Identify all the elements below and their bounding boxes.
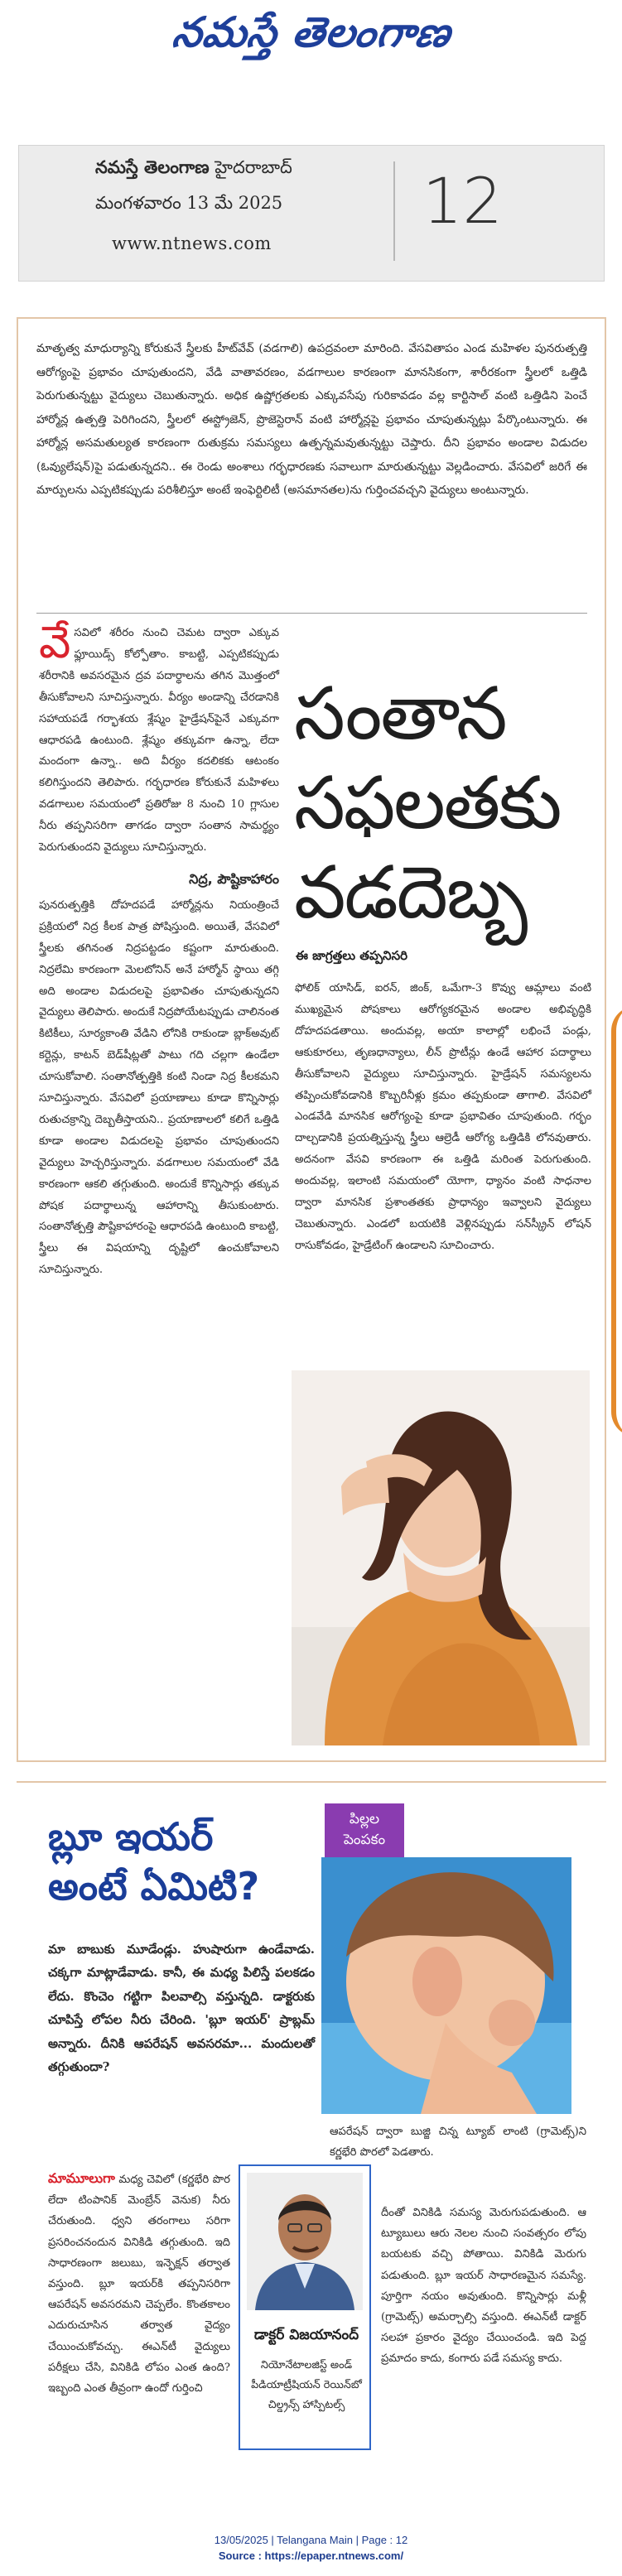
child-ear-photo — [321, 1857, 571, 2114]
masthead — [0, 0, 622, 75]
doctor-portrait — [247, 2173, 363, 2310]
headline-line-1: సంతాన — [294, 671, 506, 756]
doctor-name: డాక్టర్ విజయానంద్ — [253, 2327, 359, 2343]
reader-question: మా బాబుకు మూడేండ్లు. హుషారుగా ఉండేవాడు. చక్కగా మాట్లాడేవాడు. కానీ, ఈ మధ్య పిలిస్తే పలకడం లేదు. కొంచెం గట్టిగా పిలవాల్సి వస్తున్నది. డాక్టరుకు చూపిస్తే లోపల నీరు చేరింది. 'బ్లూ ఇయర్' ప్రాబ్లమ్ అన్నారు. దీనికి ఆపరేషన్ అవసరమా... మందులతో తగ్గుతుందా? — [48, 1942, 315, 2075]
doctor-photo — [247, 2173, 363, 2310]
child-illustration — [321, 1857, 571, 2114]
headline-line-2: సఫలతకు — [294, 760, 561, 845]
woman-resting-photo — [292, 1370, 590, 1745]
header-date: మంగళవారం 13 మే 2025 — [95, 193, 283, 213]
section-divider — [17, 1780, 606, 1784]
footer-source-link[interactable]: Source : https://epaper.ntnews.com/ — [218, 2550, 404, 2562]
footer-source[interactable] — [0, 2548, 622, 2564]
badge-line-2: పెంపకం — [343, 1832, 386, 1848]
header-city: హైదరాబాద్ — [215, 157, 292, 177]
headline-line-3: వడదెబ్బ — [294, 850, 527, 935]
header-divider — [393, 161, 395, 261]
doctor-designation: నియోనేటాలజిస్ట్ అండ్ పీడియాట్రీషియన్ రెయిన్‌బో చిల్డ్రన్స్ హాస్పిటల్స్ — [251, 2359, 362, 2411]
header-paper-line — [95, 157, 292, 182]
woman-illustration — [292, 1370, 590, 1745]
page-footer — [0, 2532, 622, 2564]
article-column-2: ఫోలిక్ యాసిడ్, ఐరన్, జింక్, ఒమేగా-3 కొవ్వు ఆమ్లాలు వంటి ముఖ్యమైన పోషకాలు ఆరోగ్యకరమైన అండాల అభివృద్ధికి దోహదపడతాయి. అందువల్ల, అయా కాలాల్లో లభించే పండ్లు, ఆకుకూరలు, తృణధాన్యాలు, లీన్ ప్రొటీన్లు ఉండే ఆహార పదార్థాలు తీసుకోవాలని వైద్యులు సూచిస్తున్నారు. హైడ్రేషన్ సమస్యలను తప్పించుకోవడానికి కొబ్బరినీళ్లు క్రమం తప్పకుండా తాగాలి. వేసవిలో ఎండవేడి మానసిక ఆరోగ్యంపై కూడా ప్రభావితం చూపుతుంది. గర్భం దాల్చడానికి ప్రయత్నిస్తున్న స్త్రీలు ఆల్రెడీ ఆరోగ్య ఒత్తిడికి లోనవుతారు. అదనంగా వేసవి కారణంగా ఈ ఒత్తిడి మరింత పెరుగుతుంది. అందువల్ల, ఇలాంటి సమయంలో యోగా, ధ్యానం వంటి సాధనాల ద్వారా మానసిక ప్రశాంతతకు ప్రాధాన్యం ఇవ్వాలని వైద్యులు చెబుతున్నారు. ఎండలో బయటికి వెళ్లినప్పుడు సన్‌స్క్రీన్ లోషన్ రాసుకోవడం, హైడ్రేటింగ్ ఉండాలని సూచించారు. — [295, 982, 591, 1252]
header-paper-name: నమస్తే తెలంగాణ — [95, 157, 210, 177]
page-number: 12 — [422, 164, 503, 238]
answer-lead: మామూలుగా — [48, 2170, 115, 2186]
intro-divider — [36, 613, 587, 614]
newspaper-logo: నమస్తే తెలంగాణ — [169, 7, 455, 56]
drop-cap: వే — [39, 616, 71, 668]
footer-edition: 13/05/2025 | Telangana Main | Page : 12 — [214, 2534, 408, 2546]
qa-headline — [48, 1812, 313, 1911]
decorative-curve — [611, 1006, 622, 1437]
parenting-badge — [325, 1803, 404, 1858]
article-column-1 — [39, 616, 279, 1281]
answer-continued-top: ఆపరేషన్ ద్వారా బుజ్జి చిన్న ట్యూబ్ లాంటి (గ్రామెట్స్)ని కర్ణభేరి పొరలో పెడతారు. — [330, 2126, 586, 2160]
article-headline — [294, 669, 605, 937]
header-url[interactable]: www.ntnews.com — [112, 234, 272, 253]
answer-continued: దీంతో వినికిడి సమస్య మెరుగుపడుతుంది. ఆ ట్యూబులు ఆరు నెలల నుంచి సంవత్సరం లోపు బయటకు వచ్చి పోతాయి. వినికిడి మెరుగు పడుతుంది. బ్లూ ఇయర్ సాధారణమైన సమస్యే. పూర్తిగా నయం అవుతుంది. కొన్నిసార్లు మళ్లీ (గ్రామెట్స్) అమర్చాల్సి వస్తుంది. ఈఎన్‌టీ డాక్టర్ సలహా ప్రకారం వైద్యం చేయించండి. ఇది పెద్ద ప్రమాదం కాదు, కంగారు పడే సమస్య కాదు. — [381, 2207, 586, 2366]
column-1-paragraph-2: పునరుత్పత్తికి దోహదపడే హార్మోన్లను నియంత్రించే ప్రక్రియలో నిద్ర కీలక పాత్ర పోషిస్తుంది. అయితే, వేసవిలో స్త్రీలకు తగినంత నిద్రపట్టడం కష్టంగా మారుతుంది. నిద్రలేమి కారణంగా మెలటోనిన్ అనే హార్మోన్ స్థాయి తగ్గి అది అండాల విడుదలపై ప్రభావితం చూపుతున్నదని వైద్యులు తెలిపారు. అందుకే నిద్రపోయేటప్పుడు చాలినంత కిటికీలు, సూర్యకాంతి వేడిని లోనికి రాకుండా బ్లాక్‌అవుట్ కర్టెన్లు, కాటన్ బెడ్‌షీట్లతో పాటు గది చల్లగా ఉండేలా చూసుకోవాలి. సంతానోత్పత్తికి కంటి నిండా నిద్ర కీలకమని సూచిస్తున్నారు. వేసవిలో ప్రయాణాలు కూడా కొన్నిసార్లు రుతుచక్రాన్ని దెబ్బతీస్తాయని.. ప్రయాణాలలో కలిగే ఒత్తిడి కూడా అండాల విడుదలపై ప్రభావం చూపుతుందని వైద్యులు హెచ్చరిస్తున్నారు. వడగాలుల సమయంలో వేడి కారణంగా ఆకలి తగ్గుతుంది. అందుకే కొన్నిసార్లు తక్కువ పోషక పదార్థాలున్న ఆహారాన్ని తీసుకుంటారు. సంతానోత్పత్తి పౌష్టికాహారంపై ఆధారపడి ఉంటుంది కాబట్టి, స్త్రీలు ఈ విషయాన్ని దృష్టిలో ఉంచుకోవాలని సూచిస్తున్నారు. — [39, 898, 279, 1277]
qa-headline-line-1: బ్లూ ఇయర్ — [48, 1814, 214, 1859]
doctor-answer — [48, 2168, 230, 2399]
subheading-sleep-nutrition: నిద్ర, పౌష్టికాహారం — [189, 870, 279, 887]
badge-line-1: పిల్లల — [349, 1811, 380, 1827]
article-kicker: ఈ జాగ్రత్తలు తప్పనిసరి — [296, 948, 408, 963]
qa-headline-line-2: అంటే ఏమిటి? — [48, 1864, 260, 1909]
column-1-paragraph-1: సవిలో శరీరం నుంచి చెమట ద్వారా ఎక్కువ ఫ్లూయిడ్స్ కోల్పోతాం. కాబట్టి, ఎప్పటికప్పుడు శరీరానికి అవసరమైన ద్రవ పదార్థాలను తగిన మొత్తంలో తీసుకోవాలని సూచిస్తున్నారు. వీర్యం అండాన్ని చేరడానికి సహాయపడే గర్భాశయ శ్లేష్మం హైడ్రేషన్‌పైనే ఎక్కువగా ఆధారపడి ఉంటుంది. శ్లేష్మం తక్కువగా ఉన్నా, లేదా మందంగా ఉన్నా.. అది వీర్యం కదలికకు ఆటంకం కలిగిస్తుందని తెలిపారు. గర్భధారణ కోరుకునే మహిళలు వడగాలుల సమయంలో ప్రతిరోజు 8 నుంచి 10 గ్లాసుల నీరు తప్పనిసరిగా తాగడం ద్వారా సంతాన సామర్థ్యం పెరుగుతుందని వైద్యులు సూచిస్తున్నారు. — [39, 627, 279, 855]
answer-text: మధ్య చెవిలో (కర్ణభేరి పొర లేదా టింపానిక్ మెంబ్రేన్ వెనుక) నీరు చేరుతుంది. ధ్వని తరంగాలు సరిగా ప్రసరించనందున వినికిడి తగ్గుతుంది. ఇది సాధారణంగా జలుబు, ఇన్ఫెక్షన్ తర్వాత వస్తుంది. బ్లూ ఇయర్‌కి తప్పనిసరిగా ఆపరేషన్ అవసరమని చెప్పలేం. కొంతకాలం ఎదురుచూసిన తర్వాత వైద్యం చేయించుకోవచ్చు. ఈఎన్‌టీ వైద్యులు పరీక్షలు చేసి, వినికిడి లోపం ఎంత ఉంది? ఇబ్బంది ఎంత తీవ్రంగా ఉందో గుర్తించి — [48, 2174, 230, 2395]
article-intro: మాతృత్వ మాధుర్యాన్ని కోరుకునే స్త్రీలకు హీట్‌వేవ్ (వడగాలి) ఉపద్రవంలా మారింది. వేసవితాపం ఎండ మహిళల పునరుత్పత్తి ఆరోగ్యంపై ప్రభావం చూపుతుందని, వేడి వాతావరణం, వడగాలుల కారణంగా మానసికంగా, శారీరకంగా స్త్రీలలో ఒత్తిడి పెరుగుతున్నట్టు వైద్యులు చెబుతున్నారు. అధిక ఉష్ణోగ్రతలకు ఎక్కువసేపు గురికావడం వల్ల కార్టిసాల్ వంటి ఒత్తిడిని పెంచే హార్మోన్ల ఉత్పత్తి పెరిగిందని, స్త్రీలలో ఈస్ట్రోజెన్, ప్రొజెస్టెరాన్ వంటి హార్మోన్లపై ప్రభావం చూపుతున్నట్లు పేర్కొంటున్నారు. ఈ హార్మోన్ల అసమతుల్యత కారణంగా రుతుక్రమ సమస్యలు ఉత్పన్నమవుతున్నట్టు చెప్తారు. దీని ప్రభావం అండాల విడుదల (ఓవ్యులేషన్)పై పడుతున్నదని.. ఈ రెండు అంశాలు గర్భధారణకు సవాలుగా మారుతున్నట్టు వెల్లడించారు. వేసవిలో జరిగే ఈ మార్పులను ఎప్పటికప్పుడు పరిశీలిస్తూ అంటే ఇంఫెర్టిలిటీ (అసమానతల)ను గుర్తించవచ్చని వైద్యులు అంటున్నారు. — [36, 342, 587, 497]
